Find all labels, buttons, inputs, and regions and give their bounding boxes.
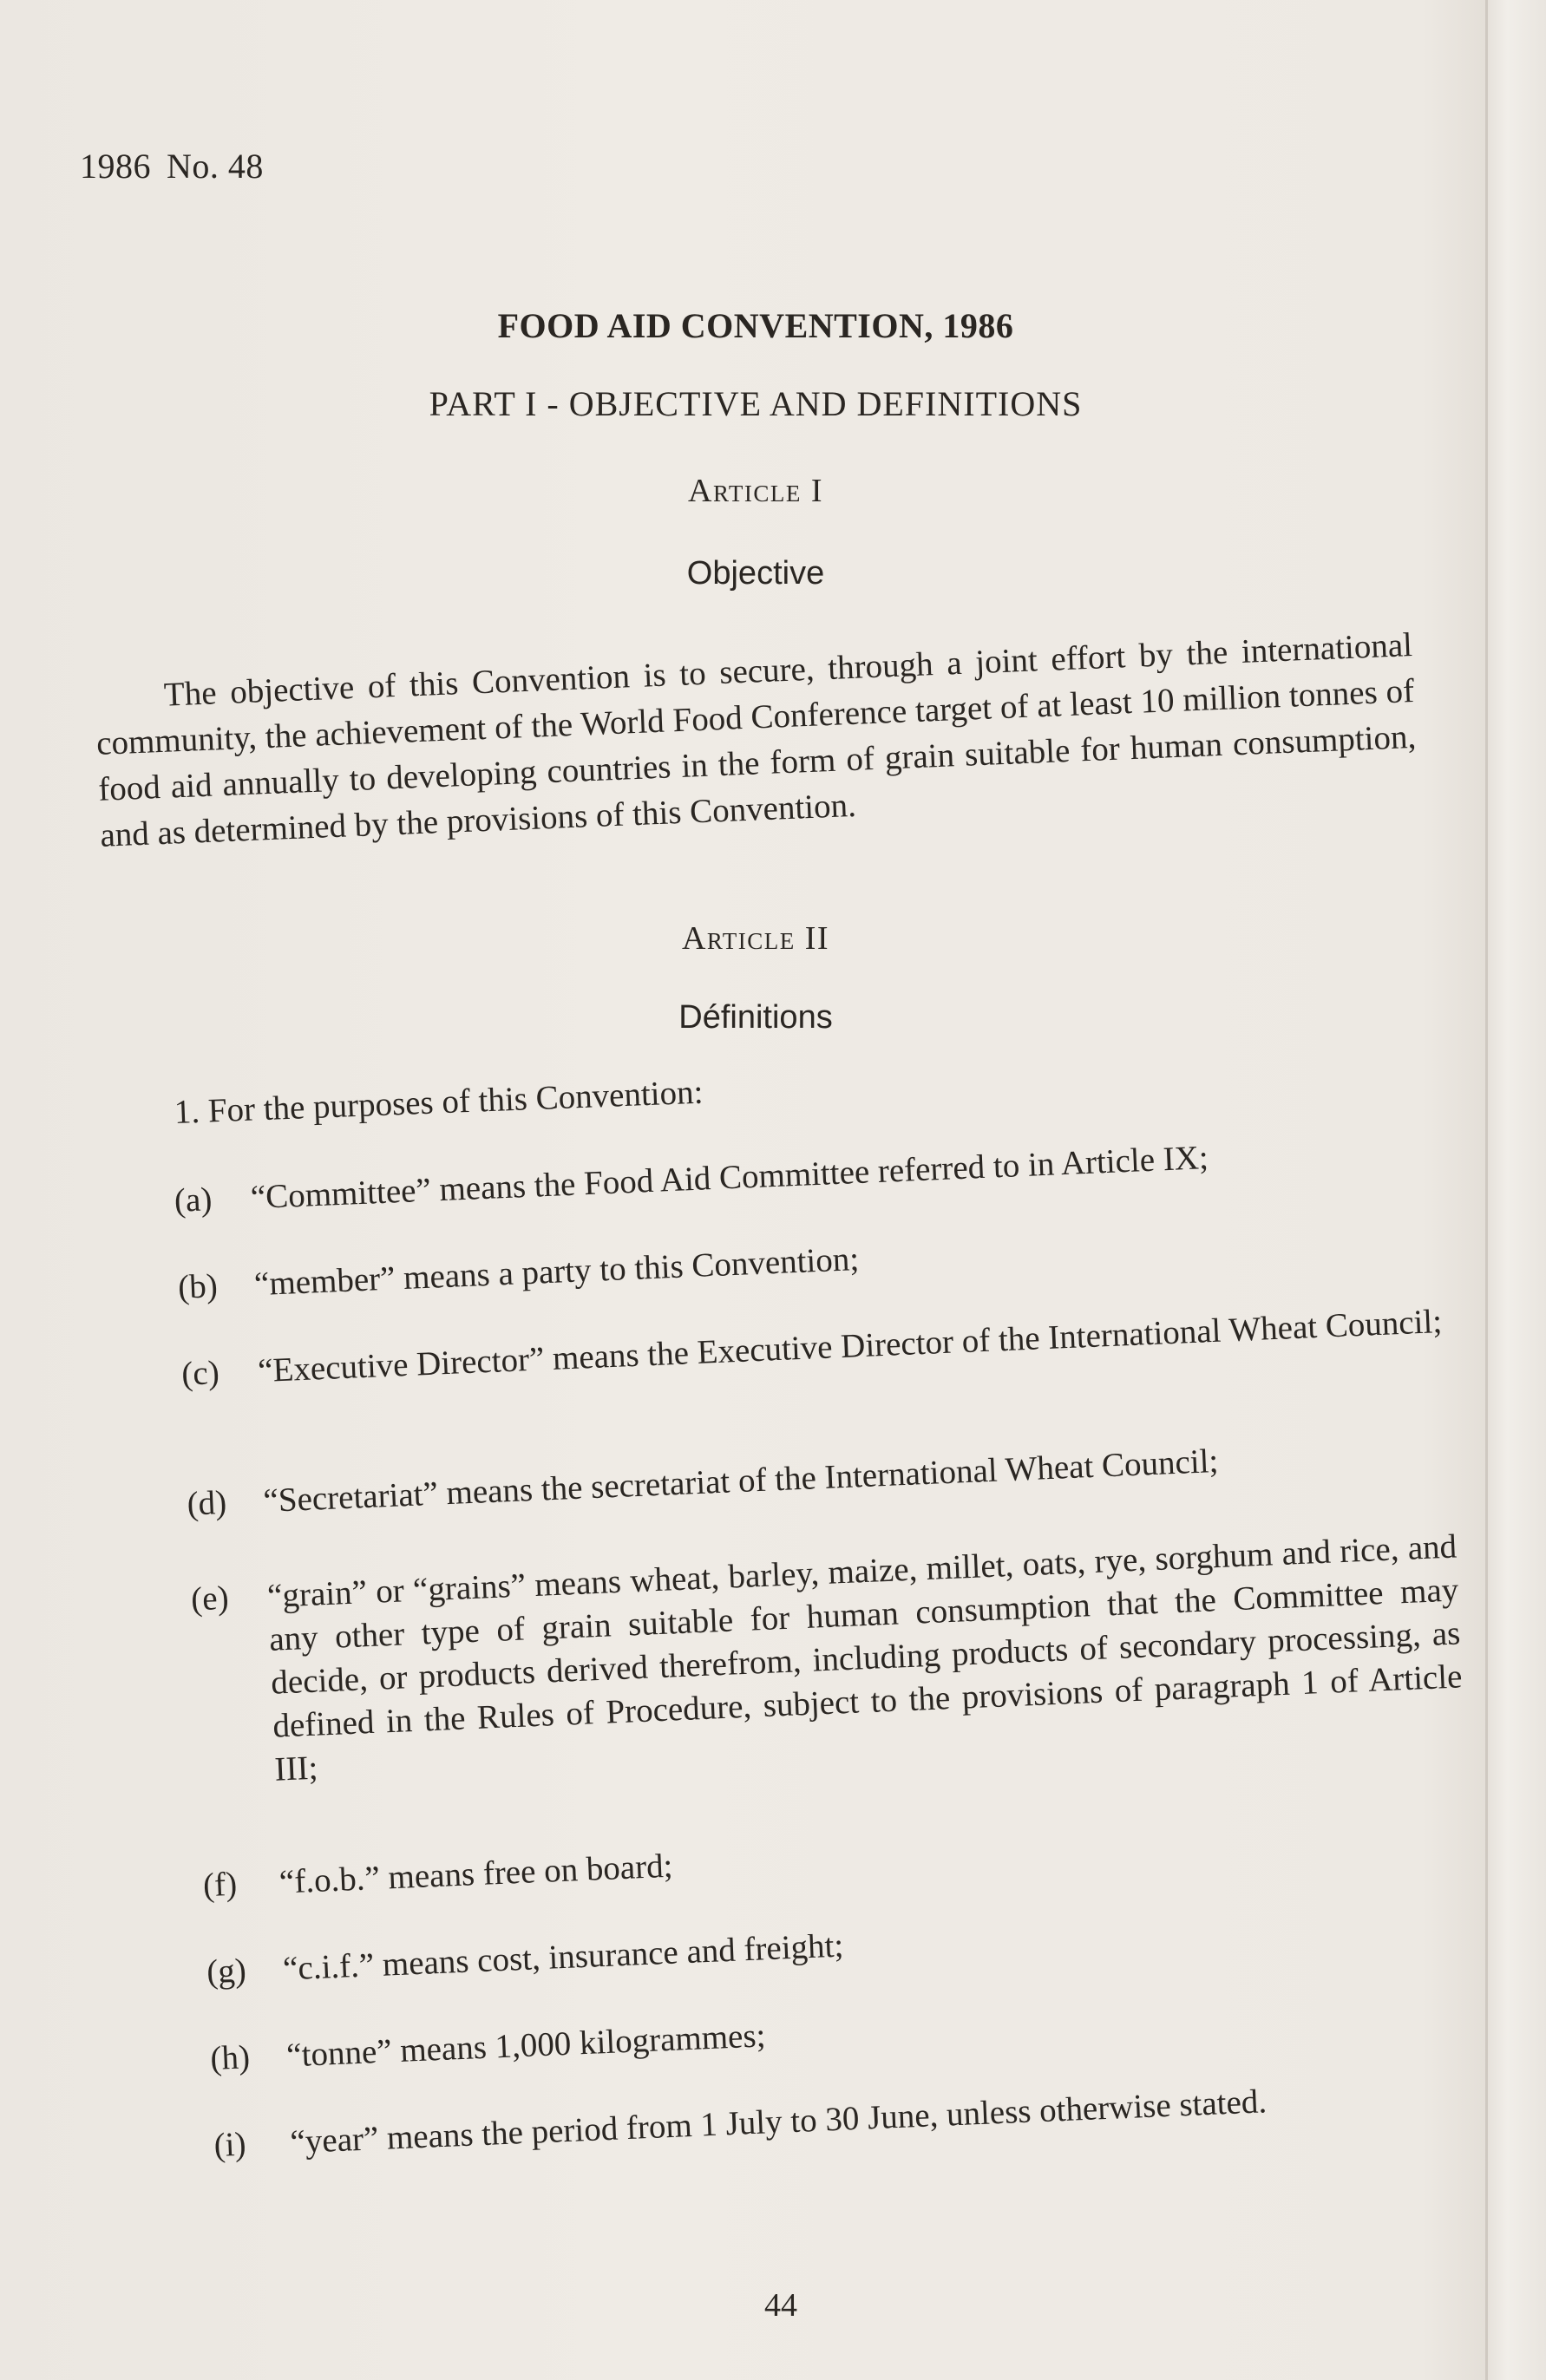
definition-text: “Committee” means the Food Aid Committee referred to in Article IX; [250, 1139, 1209, 1217]
definition-item [213, 2071, 1481, 2168]
definitions-list [174, 1127, 1464, 2165]
definition-item [174, 1127, 1441, 1223]
definitions-intro: 1. For the purposes of this Convention: [174, 1073, 704, 1131]
definition-text: “member” means a party to this Convention; [253, 1240, 860, 1304]
article-2-heading: Article II [681, 920, 830, 957]
definition-text: “year” means the period from 1 July to 30 June, unless otherwise stated. [289, 2082, 1268, 2161]
definition-item [187, 1430, 1454, 1527]
article-2-subheading: Définitions [678, 999, 833, 1036]
definition-text: “grain” or “grains” means wheat, barley, maize, millet, oats, rye, sorghum and rice, and any other type of grain suitable for human consumption that the Committee may decide, or products derived therefrom, including products of secondary processing, as defined in the Rules of Procedure, subject to the provisions of paragraph 1 of Article III; [266, 1527, 1464, 1788]
definition-marker: (f) [202, 1865, 238, 1905]
definition-marker: (a) [174, 1180, 213, 1219]
document-header [80, 146, 279, 186]
article-1-paragraph: The objective of this Convention is to secure, through a joint effort by the international community, the achievement of the World Food Conference target of at least 10 million tonnes of food aid annually to developing countries in the form of grain suitable for human consumption, and as determined by the provisions of this Convention. [95, 625, 1417, 854]
definition-marker: (c) [180, 1354, 220, 1393]
definition-item [180, 1300, 1448, 1396]
definition-text: “Executive Director” means the Executive Director of the International Wheat Council; [257, 1302, 1443, 1390]
definition-marker: (i) [213, 2125, 247, 2165]
definition-text: “Secretariat” means the secretariat of the International Wheat Council; [262, 1442, 1220, 1520]
part-title: PART I - OBJECTIVE AND DEFINITIONS [429, 384, 1083, 423]
definition-marker: (e) [190, 1579, 230, 1618]
definition-text: “tonne” means 1,000 kilogrammes; [285, 2017, 767, 2075]
definition-marker: (b) [177, 1267, 219, 1306]
definition-text: “c.i.f.” means cost, insurance and freight; [282, 1926, 845, 1988]
definition-item [209, 1984, 1477, 2081]
definition-marker: (d) [186, 1483, 228, 1523]
article-1-heading: Article I [688, 473, 823, 509]
definition-item [202, 1811, 1470, 1907]
definition-marker: (h) [209, 2038, 251, 2078]
header-year: 1986 [80, 147, 151, 186]
page-number: 44 [764, 2287, 797, 2324]
convention-title: FOOD AID CONVENTION, 1986 [497, 306, 1014, 345]
definition-item [190, 1525, 1464, 1795]
definition-marker: (g) [206, 1952, 247, 1991]
article-1-subheading: Objective [686, 555, 825, 592]
page-edge-divider [1485, 0, 1488, 2380]
header-number: No. 48 [167, 147, 264, 186]
definition-text: “f.o.b.” means free on board; [278, 1847, 674, 1901]
definition-item [177, 1213, 1444, 1310]
definition-item [206, 1898, 1473, 1994]
